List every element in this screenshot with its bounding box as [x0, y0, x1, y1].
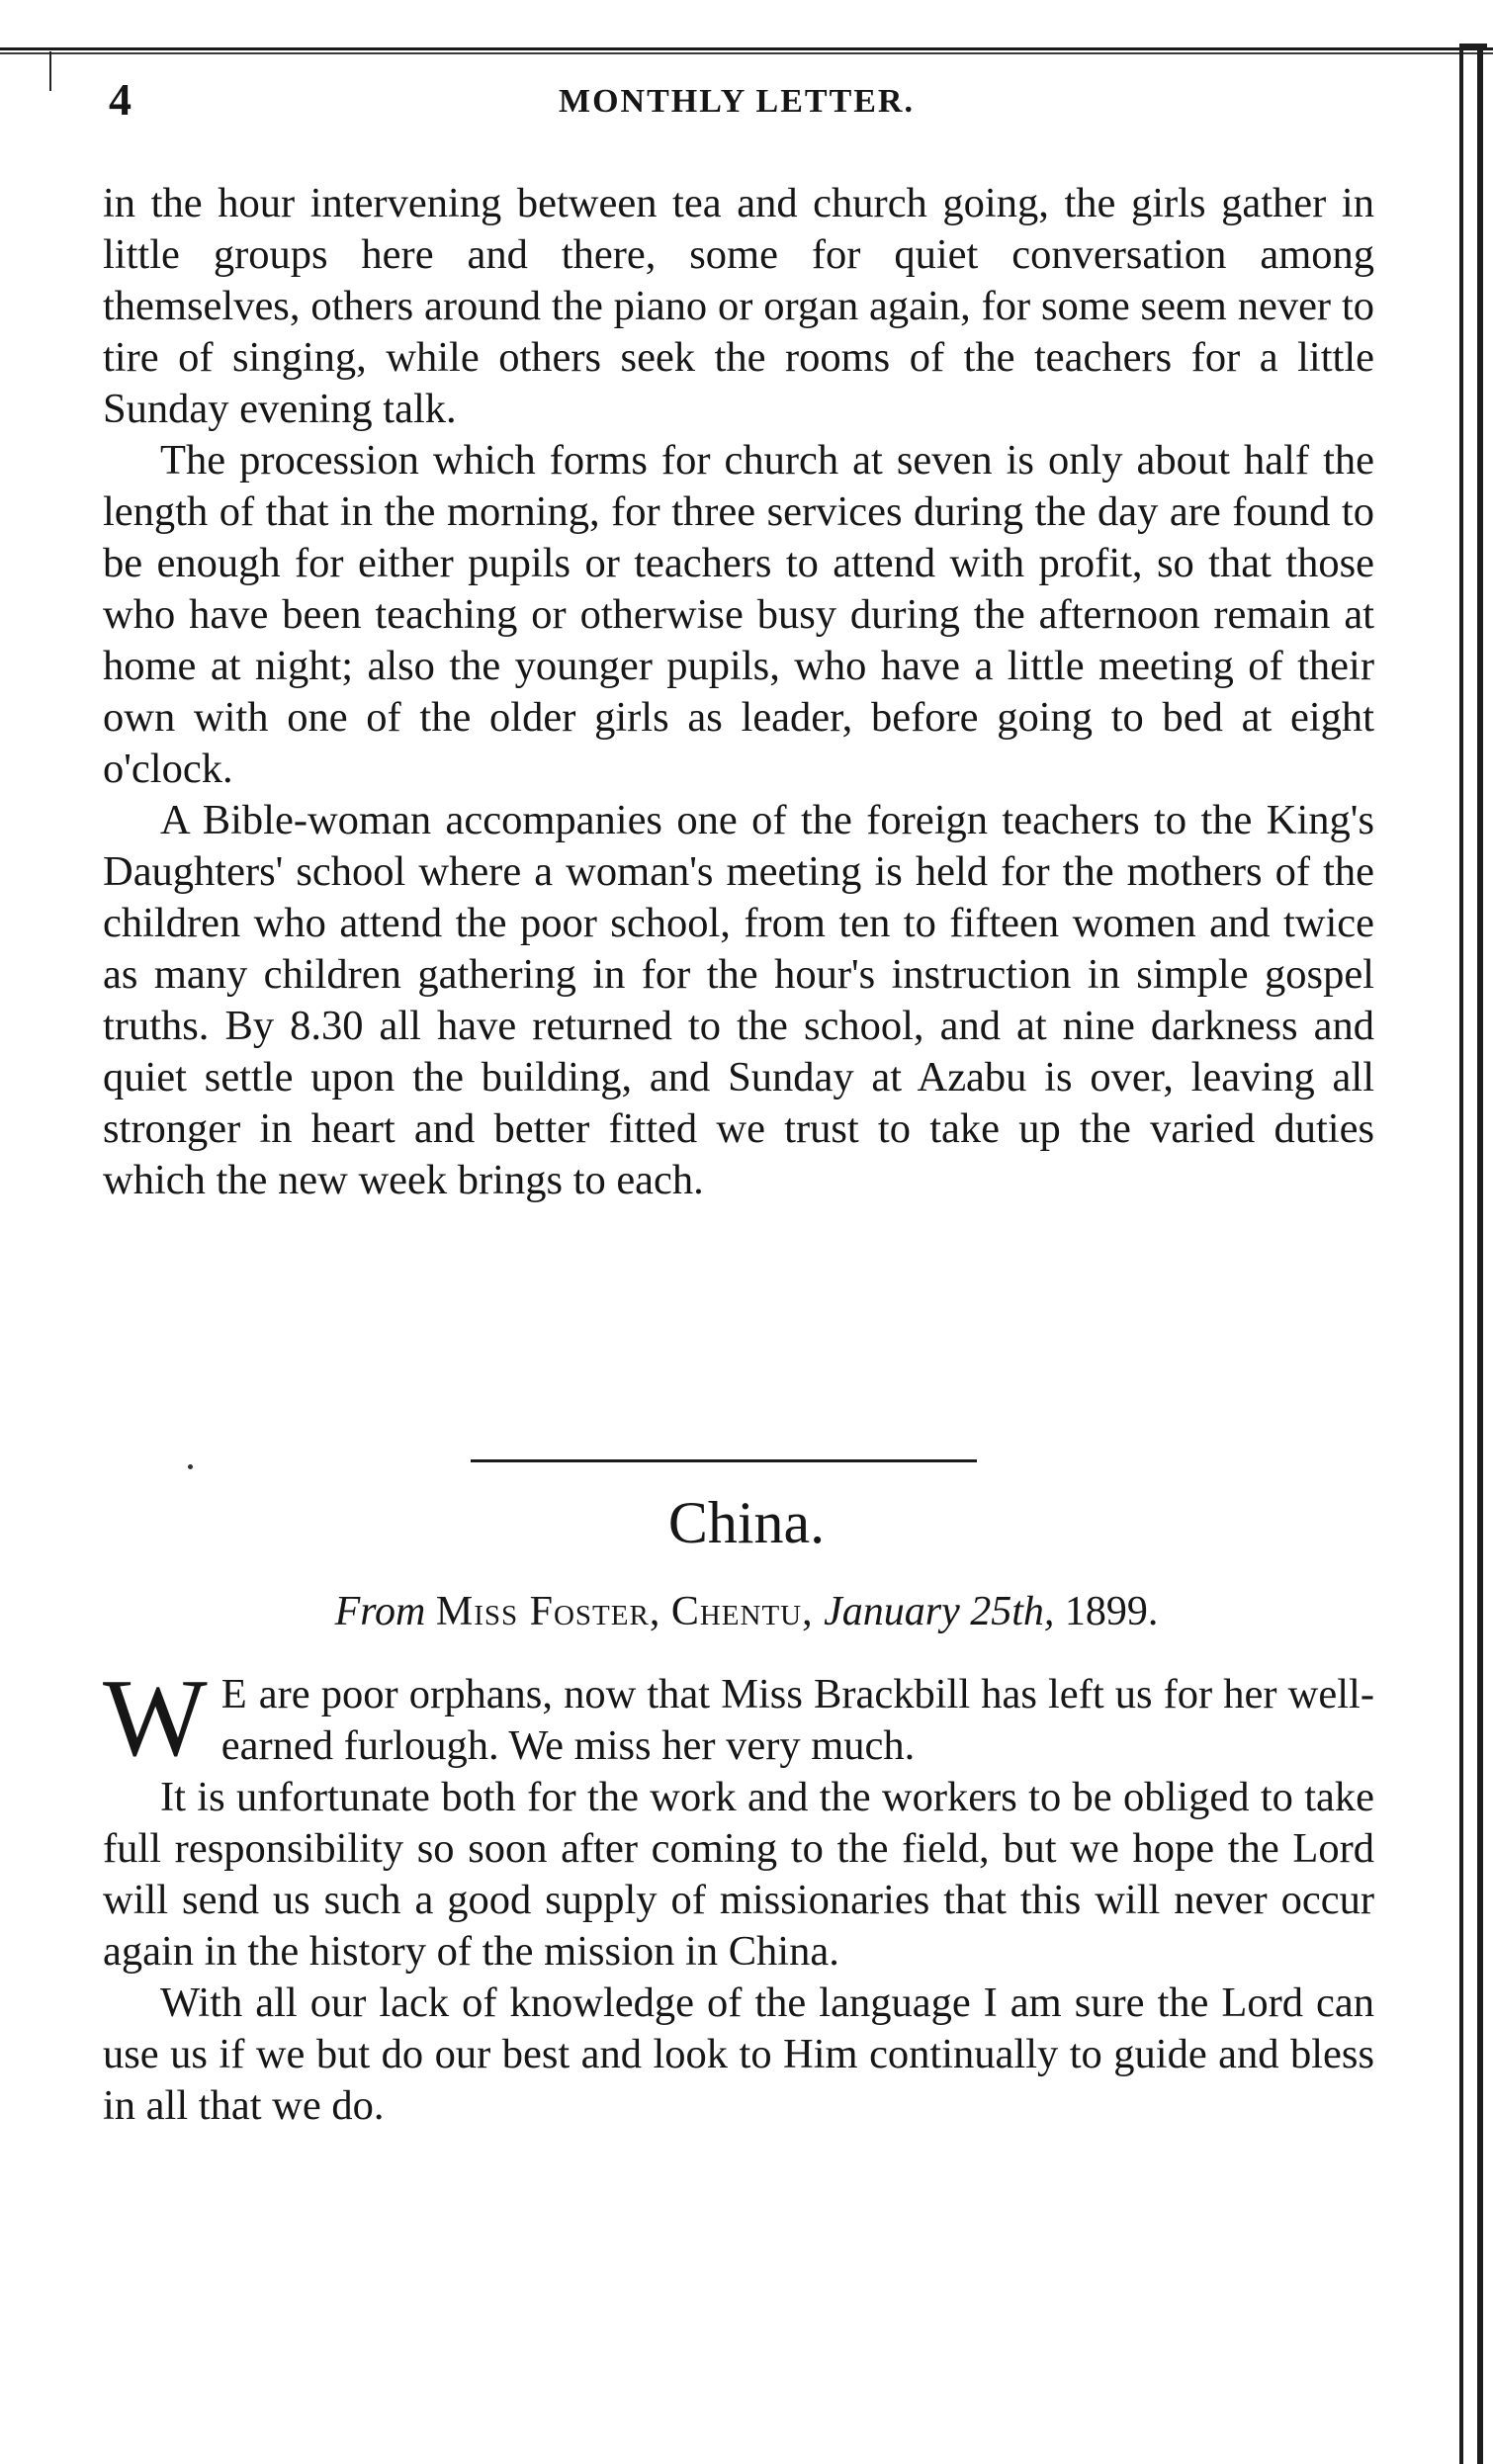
first-word-rest: E: [220, 1671, 248, 1717]
section-divider: [471, 1459, 977, 1462]
paragraph: in the hour intervening between tea and church going, the girls gather in little groups here and there, some for quiet conversation among themselves, others around the piano or organ again, for some seem never to tire of singing, while others seek the rooms of the teachers for a little Sunday evening talk.: [103, 180, 1374, 432]
first-paragraph-text: are poor orphans, now that Miss Brackbill has left us for her well-earned furlough. We miss her very much.: [220, 1671, 1374, 1769]
stray-mark: [188, 1464, 193, 1469]
left-margin-mark: [49, 51, 51, 91]
page-number: 4: [109, 74, 132, 125]
paragraph: The procession which forms for church at seven is only about half the length of that in the morning, for three services during the day are found to be enough for either pupils or teachers to attend with profit, so that those who have been teaching or otherwise busy during the afternoon remain at home at night; also the younger pupils, who have a little meeting of their own with one of the older girls as leader, before going to bed at eight o'clock.: [103, 437, 1374, 792]
continuation-text: [103, 178, 1374, 1206]
top-border-rule: [0, 44, 1493, 57]
section-title: China.: [667, 1490, 826, 1555]
right-border-rule: [1453, 44, 1487, 2464]
byline-year: 1899.: [1064, 1589, 1159, 1634]
page-header: [99, 73, 1374, 132]
running-title: MONTHLY LETTER.: [558, 83, 915, 120]
paragraph: A Bible-woman accompanies one of the foreign teachers to the King's Daughters' school where a woman's meeting is held for the mothers of the children who attend the poor school, from ten to fifteen women and twice as many children gathering in for the hour's instruction in simple gospel truths. By 8.30 all have returned to the school, and at nine darkness and quiet settle upon the building, and Sunday at Azabu is over, leaving all stronger in heart and better fitted we trust to take up the varied duties which the new week brings to each.: [103, 797, 1374, 1203]
paragraph: With all our lack of knowledge of the language I am sure the Lord can use us if we but do our best and look to Him continually to guide and bless in all that we do.: [103, 1980, 1374, 2129]
byline-from: From: [334, 1589, 426, 1634]
letter-byline: [0, 1582, 1493, 1641]
byline-place: Chentu,: [670, 1589, 814, 1634]
paragraph-first: [103, 1657, 1374, 1780]
letter-text: [103, 1657, 1374, 2132]
paragraph: It is unfortunate both for the work and the workers to be obliged to take full responsibility so soon after coming to the field, but we hope the Lord will send us such a good supply of missionaries that this will never occur again in the history of the mission in China.: [103, 1774, 1374, 1975]
byline-author: Miss Foster,: [435, 1589, 661, 1634]
byline-date: January 25th,: [824, 1589, 1055, 1634]
drop-cap: W: [103, 1657, 208, 1780]
